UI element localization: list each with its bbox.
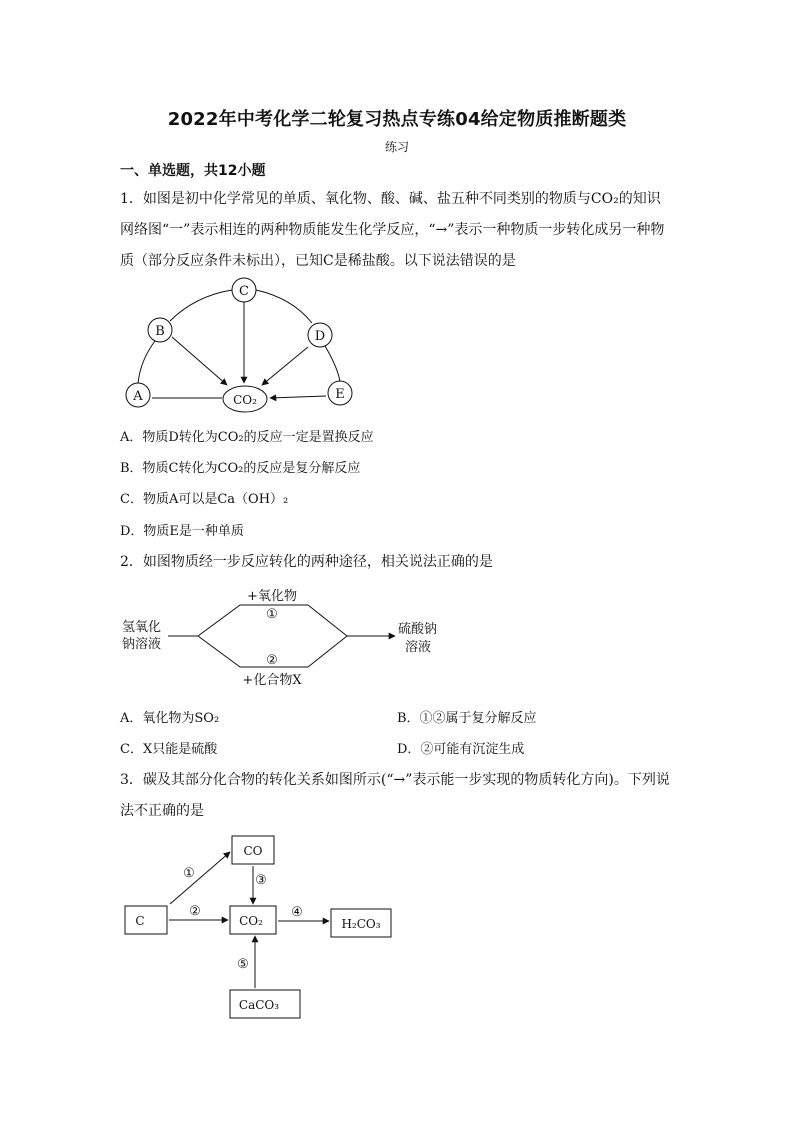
q1-arc-c-d: [256, 290, 312, 323]
section-heading: 一、单选题，共12小题: [120, 163, 266, 179]
q2-option-c[interactable]: C．X只能是硫酸: [120, 742, 218, 757]
page-subtitle: 练习: [384, 140, 409, 154]
q3-num-3: ③: [255, 873, 267, 888]
q2-option-a[interactable]: A．氧化物为SO₂: [120, 711, 220, 726]
q3-line1: 3．碳及其部分化合物的转化关系如图所示(“→”表示能一步实现的物质转化方向)。下列说: [120, 772, 670, 788]
q3-num-1: ①: [183, 866, 195, 881]
q1-option-c[interactable]: C．物质A可以是Ca（OH）₂: [120, 492, 289, 507]
q1-node-c: C: [239, 284, 249, 299]
page-title: 2022年中考化学二轮复习热点专练04给定物质推断题类: [167, 109, 627, 130]
q1-node-co2: CO₂: [233, 393, 257, 407]
q2-option-b[interactable]: B．①②属于复分解反应: [397, 711, 537, 726]
q1-arrow-d-co2: [262, 347, 308, 385]
q2-bottom-label: +化合物X: [242, 673, 302, 688]
q1-option-b[interactable]: B．物质C转化为CO₂的反应是复分解反应: [120, 461, 361, 476]
q2-left-label-2: 钠溶液: [122, 637, 162, 652]
q1-line2: 网络图“一”表示相连的两种物质能发生化学反应，“→”表示一种物质一步转化成另一种物: [120, 222, 665, 238]
q1-option-d[interactable]: D．物质E是一种单质: [120, 524, 244, 539]
q3-num-4: ④: [291, 905, 303, 920]
q1-arc-d-e: [325, 346, 340, 382]
q1-node-b: B: [155, 324, 165, 339]
q3-label-h2co3: H₂CO₃: [341, 917, 381, 931]
q2-option-d[interactable]: D．②可能有沉淀生成: [397, 742, 525, 757]
q3-line2: 法不正确的是: [120, 803, 204, 819]
q2-top-number: ①: [266, 607, 278, 622]
q2-top-label: +氧化物: [247, 589, 297, 604]
q1-node-e: E: [335, 387, 345, 402]
q3-num-5: ⑤: [237, 957, 249, 972]
q2-left-label-1: 氢氧化: [122, 620, 162, 635]
q1-line3: 质（部分反应条件未标出），已知C是稀盐酸。以下说法错误的是: [120, 253, 516, 269]
q2-right-label-2: 溶液: [405, 640, 432, 655]
q1-line1: 1．如图是初中化学常见的单质、氧化物、酸、碱、盐五种不同类别的物质与CO₂的知识: [120, 191, 661, 207]
q2-right-label-1: 硫酸钠: [398, 622, 438, 637]
q1-option-a[interactable]: A．物质D转化为CO₂的反应一定是置换反应: [120, 430, 374, 445]
q2-line1: 2．如图物质经一步反应转化的两种途径，相关说法正确的是: [120, 554, 493, 570]
q3-label-c: C: [135, 914, 145, 928]
q3-num-2: ②: [189, 904, 201, 919]
q1-arc-a-b: [138, 341, 155, 384]
q1-node-d: D: [314, 329, 326, 344]
q3-arrow-c-co: [170, 852, 230, 904]
q2-bottom-number: ②: [266, 653, 278, 668]
q1-arrow-e-co2: [270, 396, 326, 398]
q3-label-caco3: CaCO₃: [238, 998, 280, 1012]
q3-label-co2: CO₂: [239, 914, 263, 928]
q3-label-co: CO: [243, 844, 263, 858]
q1-node-a: A: [133, 389, 143, 404]
q1-arc-b-c: [170, 290, 232, 321]
q3-box-c: [125, 906, 167, 934]
q1-arrow-b-co2: [172, 337, 227, 385]
